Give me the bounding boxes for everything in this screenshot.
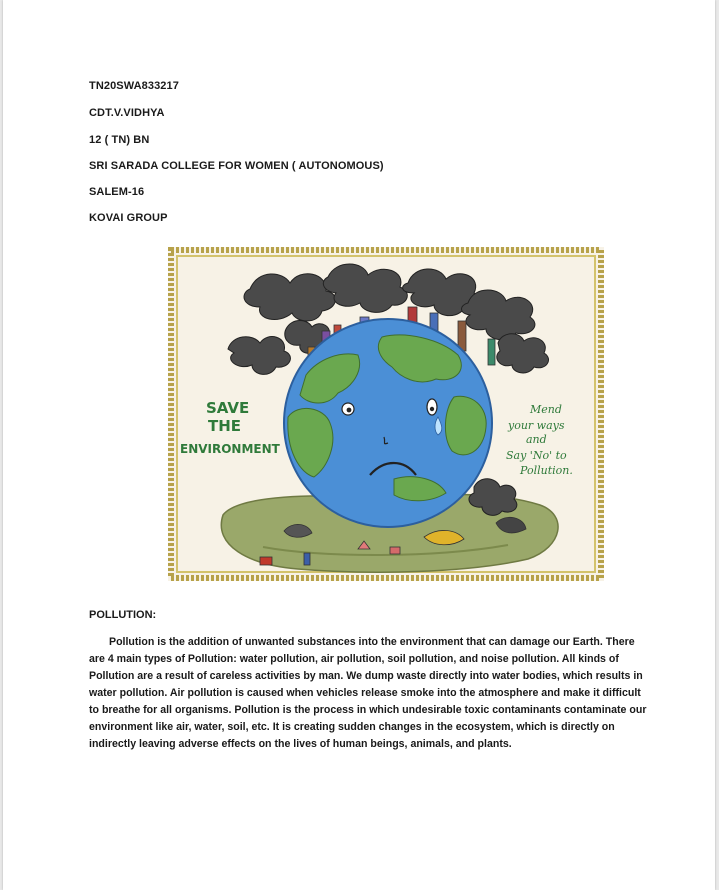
slogan-environment: ENVIRONMENT <box>180 442 280 456</box>
environment-poster <box>168 247 604 581</box>
college-name: SRI SARADA COLLEGE FOR WOMEN ( AUTONOMOUS) <box>89 160 384 172</box>
slogan-your-ways: your ways <box>508 419 565 432</box>
group-name: KOVAI GROUP <box>89 212 168 224</box>
section-heading: POLLUTION: <box>89 609 157 621</box>
pollution-paragraph: Pollution is the addition of unwanted substances into the environment that can damage our Earth. There are 4 main types of Pollution: water pollution, air pollution, soil pollution, and noise pollution. All kinds of Pollution are a result of careless activities by man. We dump waste directly into water bodies, which results in water pollution. Air pollution is caused when vehicles release smoke into the atmosphere and make it difficult to breathe for all organisms. Pollution is the process in which undesirable toxic contaminants contaminate our environment like air, water, soil, etc. It is creating sudden changes in the ecosystem, which is directly on indirectly leaving adverse effects on the lives of human beings, animals, and plants. <box>89 636 647 750</box>
cadet-id: TN20SWA833217 <box>89 80 179 92</box>
slogan-the: THE <box>208 417 242 435</box>
battalion: 12 ( TN) BN <box>89 134 150 146</box>
slogan-mend: Mend <box>530 403 562 416</box>
slogan-say-no: Say 'No' to <box>506 449 567 462</box>
slogan-save: SAVE <box>206 399 250 417</box>
slogan-pollution: Pollution. <box>520 464 573 477</box>
document-page <box>3 0 715 890</box>
city: SALEM-16 <box>89 186 145 198</box>
cadet-name: CDT.V.VIDHYA <box>89 107 165 119</box>
slogan-and: and <box>526 433 547 446</box>
